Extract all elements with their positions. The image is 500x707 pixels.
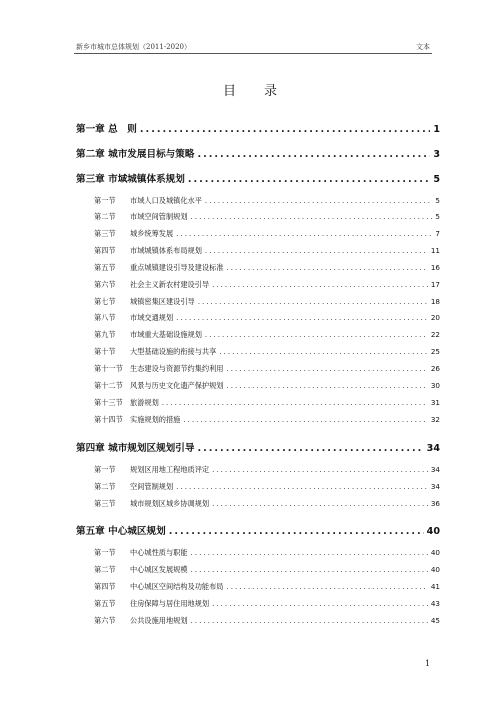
toc-dot-leader xyxy=(191,616,428,625)
toc-section-entry[interactable] xyxy=(76,482,440,492)
toc-dot-leader xyxy=(205,246,428,255)
toc-entry-page: 43 xyxy=(430,599,440,608)
toc-dot-leader xyxy=(176,313,428,322)
toc-entry-title: 风景与历史文化遗产保护规划 xyxy=(130,381,224,390)
toc-entry-number: 第五节 xyxy=(94,263,116,272)
toc-chapter-entry[interactable] xyxy=(76,523,440,537)
toc-entry-title: 中心城区发展规模 xyxy=(130,565,188,574)
toc-entry-number: 第四节 xyxy=(94,582,116,591)
page-number: 1 xyxy=(425,659,431,668)
toc-entry-number: 第六节 xyxy=(94,616,116,625)
toc-entry-number: 第一节 xyxy=(94,465,116,474)
toc-entry-page: 11 xyxy=(430,246,440,255)
toc-entry-number: 第七节 xyxy=(94,297,116,306)
toc-entry-page: 34 xyxy=(426,443,440,454)
toc-dot-leader xyxy=(205,330,428,339)
toc-dot-leader xyxy=(197,443,423,454)
toc-entry-number: 第六节 xyxy=(94,280,116,289)
toc-dot-leader xyxy=(183,415,428,424)
toc-dot-leader xyxy=(169,526,424,537)
toc-entry-number: 第八节 xyxy=(94,313,116,322)
toc-entry-page: 45 xyxy=(430,616,440,625)
toc-entry-title: 社会主义新农村建设引导 xyxy=(130,280,210,289)
toc-entry-number: 第一节 xyxy=(94,548,116,557)
toc-entry-title: 第五章 中心城区规划 xyxy=(76,526,166,537)
toc-entry-title: 公共设施用地规划 xyxy=(130,616,188,625)
toc-section-entry[interactable] xyxy=(76,280,440,290)
toc-section-entry[interactable] xyxy=(76,415,440,425)
toc-entry-page: 18 xyxy=(430,297,440,306)
toc-entry-page: 26 xyxy=(430,364,440,373)
toc-section-entry[interactable] xyxy=(76,381,440,391)
toc-section-entry[interactable] xyxy=(76,330,440,340)
toc-dot-leader xyxy=(188,174,430,185)
toc-dot-leader xyxy=(176,482,428,491)
toc-entry-page: 5 xyxy=(435,196,440,205)
toc-chapter-entry[interactable] xyxy=(76,440,440,454)
toc-entry-page: 34 xyxy=(430,465,440,474)
toc-section-entry[interactable] xyxy=(76,347,440,357)
toc-entry-page: 1 xyxy=(433,124,440,135)
toc-entry-page: 17 xyxy=(430,280,440,289)
toc-dot-leader xyxy=(191,212,433,221)
toc-entry-title: 市域城镇体系布局规划 xyxy=(130,246,202,255)
toc-section-entry[interactable] xyxy=(76,616,440,626)
toc-section-entry[interactable] xyxy=(76,582,440,592)
toc-entry-number: 第十四节 xyxy=(94,415,123,424)
toc-dot-leader xyxy=(140,124,430,135)
toc-section-entry[interactable] xyxy=(76,297,440,307)
toc-dot-leader xyxy=(205,196,433,205)
toc-entry-title: 生态建设与资源节约集约利用 xyxy=(130,364,224,373)
toc-entry-title: 市域重大基础设施规划 xyxy=(130,330,202,339)
toc-section-entry[interactable] xyxy=(76,548,440,558)
header-section-label: 文本 xyxy=(416,43,430,51)
toc-entry-title: 城镇密集区建设引导 xyxy=(130,297,195,306)
toc-chapter-entry[interactable] xyxy=(76,121,440,135)
toc-entry-title: 市域交通规划 xyxy=(130,313,174,322)
toc-entry-number: 第九节 xyxy=(94,330,116,339)
header-divider xyxy=(74,53,432,54)
toc-dot-leader xyxy=(212,465,428,474)
toc-entry-page: 5 xyxy=(433,174,440,185)
toc-dot-leader xyxy=(198,297,428,306)
toc-entry-number: 第二节 xyxy=(94,212,116,221)
toc-dot-leader xyxy=(162,398,428,407)
toc-entry-number: 第三节 xyxy=(94,229,116,238)
header-document-title: 新乡市城市总体规划（2011-2020） xyxy=(76,43,191,51)
toc-entry-page: 31 xyxy=(430,398,440,407)
toc-section-entry[interactable] xyxy=(76,398,440,408)
toc-entry-number: 第一节 xyxy=(94,196,116,205)
toc-entry-title: 重点城镇建设引导及建设标准 xyxy=(130,263,224,272)
toc-entry-number: 第二节 xyxy=(94,565,116,574)
toc-entry-title: 旅游规划 xyxy=(130,398,159,407)
toc-entry-number: 第三节 xyxy=(94,499,116,508)
toc-entry-page: 32 xyxy=(430,415,440,424)
toc-entry-number: 第十二节 xyxy=(94,381,123,390)
toc-entry-page: 5 xyxy=(435,212,440,221)
toc-section-entry[interactable] xyxy=(76,565,440,575)
toc-entry-title: 市域空间管制规划 xyxy=(130,212,188,221)
toc-entry-page: 34 xyxy=(430,482,440,491)
toc-section-entry[interactable] xyxy=(76,196,440,206)
toc-entry-page: 41 xyxy=(430,582,440,591)
toc-dot-leader xyxy=(219,347,428,356)
toc-dot-leader xyxy=(191,565,428,574)
toc-entry-title: 城乡统筹发展 xyxy=(130,229,174,238)
toc-section-entry[interactable] xyxy=(76,313,440,323)
toc-entry-page: 20 xyxy=(430,313,440,322)
toc-section-entry[interactable] xyxy=(76,599,440,609)
toc-entry-number: 第五节 xyxy=(94,599,116,608)
toc-section-entry[interactable] xyxy=(76,499,440,509)
toc-entry-title: 第一章 总 则 xyxy=(76,124,137,135)
toc-section-entry[interactable] xyxy=(76,465,440,475)
toc-entry-title: 住房保障与居住用地规划 xyxy=(130,599,210,608)
toc-section-entry[interactable] xyxy=(76,229,440,239)
toc-entry-number: 第十一节 xyxy=(94,364,123,373)
toc-dot-leader xyxy=(226,381,427,390)
toc-section-entry[interactable] xyxy=(76,212,440,222)
toc-dot-leader xyxy=(212,499,428,508)
toc-entry-title: 空间管制规划 xyxy=(130,482,174,491)
toc-entry-page: 7 xyxy=(435,229,440,238)
toc-entry-page: 36 xyxy=(430,499,440,508)
toc-entry-page: 40 xyxy=(426,526,440,537)
toc-entry-page: 22 xyxy=(430,330,440,339)
toc-entry-page: 25 xyxy=(430,347,440,356)
toc-dot-leader xyxy=(191,548,428,557)
toc-dot-leader xyxy=(226,582,427,591)
toc-entry-number: 第二节 xyxy=(94,482,116,491)
toc-entry-title: 城市规划区城乡协调规划 xyxy=(130,499,210,508)
toc-section-entry[interactable] xyxy=(76,364,440,374)
toc-dot-leader xyxy=(226,364,427,373)
toc-entry-title: 第三章 市域城镇体系规划 xyxy=(76,174,185,185)
toc-section-entry[interactable] xyxy=(76,246,440,256)
toc-entry-title: 市域人口及城镇化水平 xyxy=(130,196,202,205)
toc-dot-leader xyxy=(212,599,428,608)
toc-entry-title: 中心城区空间结构及功能布局 xyxy=(130,582,224,591)
toc-entry-page: 40 xyxy=(430,565,440,574)
toc-entry-title: 实施规划的措施 xyxy=(130,415,181,424)
toc-entry-title: 大型基础设施的衔接与共享 xyxy=(130,347,217,356)
toc-entry-number: 第十节 xyxy=(94,347,116,356)
toc-title: 目录 xyxy=(222,84,305,99)
toc-entry-number: 第四节 xyxy=(94,246,116,255)
toc-section-entry[interactable] xyxy=(76,263,440,273)
toc-entry-title: 中心城性质与职能 xyxy=(130,548,188,557)
toc-chapter-entry[interactable] xyxy=(76,171,440,185)
toc-entry-title: 规划区用地工程地质评定 xyxy=(130,465,210,474)
toc-entry-number: 第十三节 xyxy=(94,398,123,407)
toc-entry-title: 第四章 城市规划区规划引导 xyxy=(76,443,195,454)
toc-entry-page: 16 xyxy=(430,263,440,272)
toc-dot-leader xyxy=(212,280,428,289)
toc-entry-page: 3 xyxy=(433,149,440,160)
toc-entry-page: 40 xyxy=(430,548,440,557)
toc-chapter-entry[interactable] xyxy=(76,146,440,160)
toc-entry-title: 第二章 城市发展目标与策略 xyxy=(76,149,195,160)
toc-dot-leader xyxy=(197,149,430,160)
toc-dot-leader xyxy=(176,229,432,238)
toc-dot-leader xyxy=(226,263,427,272)
toc-entry-page: 30 xyxy=(430,381,440,390)
